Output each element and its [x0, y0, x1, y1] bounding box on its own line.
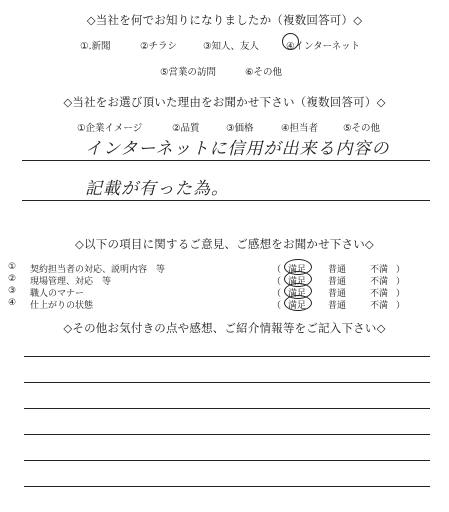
comment-line[interactable]: [24, 382, 430, 383]
selection-circle-icon: [284, 295, 312, 311]
q1-option-acquaintance[interactable]: ③知人、友人: [203, 41, 260, 52]
rating-row: [8, 286, 440, 298]
item-label: 職人のマナー: [30, 289, 85, 299]
item-number: ④: [8, 298, 17, 308]
handwritten-answer-line-2: 記載が有った為。: [85, 179, 229, 199]
rating-row: [8, 274, 440, 286]
answer-line: [22, 160, 430, 161]
paren-open: （: [272, 289, 282, 299]
item-number: ①: [8, 262, 17, 272]
answer-line: [22, 200, 430, 201]
item-label: 仕上がりの状態: [30, 301, 94, 311]
paren-open: （: [272, 301, 282, 311]
rating-bad[interactable]: 不満: [370, 289, 389, 299]
rating-bad[interactable]: 不満: [370, 265, 389, 275]
rating-good[interactable]: 満足: [288, 265, 307, 275]
rating-good[interactable]: 満足: [288, 277, 307, 287]
rating-neutral[interactable]: 普通: [328, 301, 347, 311]
item-number: ③: [8, 286, 17, 296]
rating-row: [8, 298, 440, 310]
item-number: ②: [8, 274, 17, 284]
rating-row: [8, 262, 440, 274]
paren-close: ）: [396, 301, 406, 311]
q2-option-other[interactable]: ⑤その他: [343, 123, 381, 134]
q1-option-sales-visit[interactable]: ⑤営業の訪問: [160, 67, 217, 78]
q2-option-corporate-image[interactable]: ①企業イメージ: [77, 123, 143, 134]
selection-circle-icon: [282, 33, 299, 50]
q2-option-quality[interactable]: ②品質: [172, 123, 200, 134]
item-label: 現場管理、対応 等: [30, 277, 112, 287]
paren-open: （: [272, 265, 282, 275]
question-3-title: ◇以下の項目に関するご意見、ご感想をお聞かせ下さい◇: [75, 237, 374, 251]
q2-option-price[interactable]: ③価格: [226, 123, 254, 134]
question-2-title: ◇当社をお選び頂いた理由をお聞かせ下さい（複数回答可）◇: [63, 95, 386, 109]
rating-good[interactable]: 満足: [288, 301, 307, 311]
item-label: 契約担当者の対応、説明内容 等: [30, 265, 166, 275]
q1-option-newspaper[interactable]: ①.新聞: [80, 41, 111, 52]
comment-line[interactable]: [24, 408, 430, 409]
comment-line[interactable]: [24, 486, 430, 487]
comment-line[interactable]: [24, 434, 430, 435]
rating-good[interactable]: 満足: [288, 289, 307, 299]
rating-neutral[interactable]: 普通: [328, 277, 347, 287]
q1-option-internet[interactable]: ④インターネット: [286, 41, 361, 52]
rating-bad[interactable]: 不満: [370, 301, 389, 311]
q1-option-flyer[interactable]: ②チラシ: [140, 41, 178, 52]
rating-neutral[interactable]: 普通: [328, 265, 347, 275]
q2-option-staff[interactable]: ④担当者: [281, 123, 319, 134]
paren-close: ）: [396, 277, 406, 287]
question-1-title: ◇当社を何でお知りになりましたか（複数回答可）◇: [86, 13, 363, 27]
q1-option-other[interactable]: ⑥その他: [245, 67, 283, 78]
rating-bad[interactable]: 不満: [370, 277, 389, 287]
comment-line[interactable]: [24, 356, 430, 357]
paren-close: ）: [396, 265, 406, 275]
comment-line[interactable]: [24, 460, 430, 461]
question-4-title: ◇その他お気付きの点や感想、ご紹介情報等をご記入下さい◇: [63, 321, 386, 335]
paren-close: ）: [396, 289, 406, 299]
rating-neutral[interactable]: 普通: [328, 289, 347, 299]
handwritten-answer-line-1: インターネットに信用が出来る内容の: [85, 139, 390, 159]
paren-open: （: [272, 277, 282, 287]
